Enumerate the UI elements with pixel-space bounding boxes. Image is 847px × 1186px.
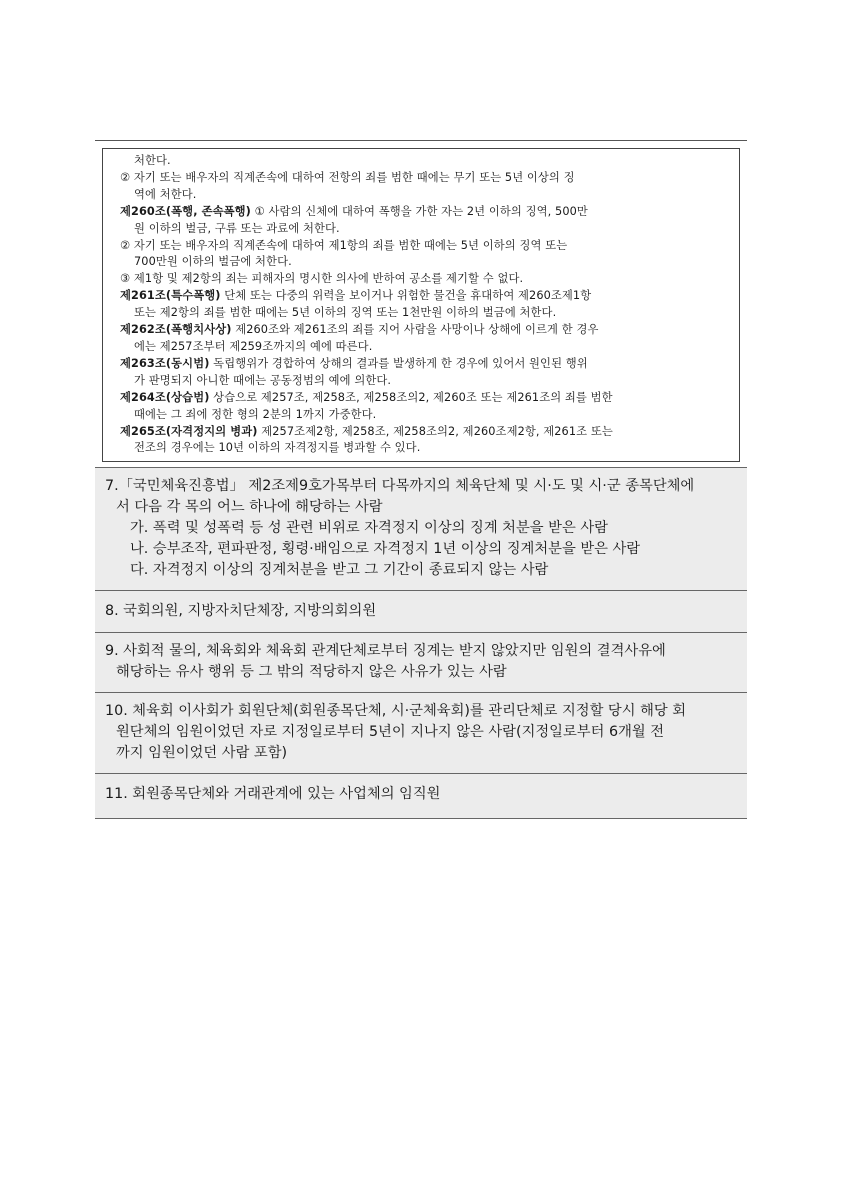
- article-262-title: 제262조(폭행치사상): [120, 323, 232, 337]
- item-10-line: 10. 체육회 이사회가 회원단체(회원종목단체, 시·군체육회)를 관리단체로 지정할 당시 해당 회: [105, 703, 687, 720]
- item-9-line: 9. 사회적 물의, 체육회와 체육회 관계단체로부터 징계는 받지 않았지만 임원의 결격사유에: [105, 643, 666, 660]
- item-11: [95, 773, 747, 819]
- article-265-title: 제265조(자격정지의 병과): [120, 424, 258, 438]
- item-7-line: 7.「국민체육진흥법」 제2조제9호가목부터 다목까지의 체육단체 및 시·도 및 시·군 종목단체에: [105, 478, 695, 495]
- item-7: [95, 467, 747, 590]
- item-8: [95, 590, 747, 632]
- article-264: [120, 390, 731, 407]
- article-263-text: 독립행위가 경합하여 상해의 결과를 발생하게 한 경우에 있어서 원인된 행위: [209, 356, 588, 370]
- article-264-text: 상습으로 제257조, 제258조, 제258조의2, 제260조 또는 제261조의 죄를 범한: [209, 390, 613, 404]
- article-260-title: 제260조(폭행, 존속폭행): [120, 204, 251, 218]
- article-261: [120, 288, 731, 305]
- item-8-line: 8. 국회의원, 지방자치단체장, 지방의회의원: [105, 603, 377, 620]
- law-line: 에는 제257조부터 제259조까지의 예에 따른다.: [134, 339, 373, 353]
- law-line: 역에 처한다.: [134, 187, 197, 201]
- item-7-subitem-b: 나. 승부조작, 편파판정, 횡령·배임으로 자격정지 1년 이상의 징계처분을 받은 사람: [130, 541, 641, 558]
- item-7-subitem-c: 다. 자격정지 이상의 징계처분을 받고 그 기간이 종료되지 않는 사람: [130, 562, 549, 579]
- article-261-text: 단체 또는 다중의 위력을 보이거나 위험한 물건을 휴대하여 제260조제1항: [220, 289, 592, 303]
- item-7-subitem-a: 가. 폭력 및 성폭력 등 성 관련 비위로 자격정지 이상의 징계 처분을 받은 사람: [130, 520, 608, 537]
- item-10-line: 까지 임원이었던 사람 포함): [116, 745, 288, 762]
- document-table: [95, 140, 747, 819]
- law-line: 또는 제2항의 죄를 범한 때에는 5년 이하의 징역 또는 1천만원 이하의 벌금에 처한다.: [134, 306, 557, 320]
- article-260: [120, 204, 731, 221]
- law-line: 700만원 이하의 벌금에 처한다.: [134, 255, 292, 269]
- law-line: 전조의 경우에는 10년 이하의 자격정지를 병과할 수 있다.: [134, 441, 421, 455]
- article-262-text: 제260조와 제261조의 죄를 지어 사람을 사망이나 상해에 이르게 한 경우: [231, 323, 599, 337]
- law-line: 원 이하의 벌금, 구류 또는 과료에 처한다.: [134, 221, 340, 235]
- item-11-line: 11. 회원종목단체와 거래관계에 있는 사업체의 임직원: [105, 786, 441, 803]
- criminal-law-excerpt-box: [102, 148, 740, 462]
- article-265-text: 제257조제2항, 제258조, 제258조의2, 제260조제2항, 제261조 또는: [257, 424, 613, 438]
- article-264-title: 제264조(상습범): [120, 390, 210, 404]
- law-line: ② 자기 또는 배우자의 직계존속에 대하여 전항의 죄를 범한 때에는 무기 또는 5년 이상의 징: [120, 170, 575, 184]
- article-265: [120, 424, 731, 441]
- item-9: [95, 632, 747, 692]
- article-262: [120, 322, 731, 339]
- article-261-title: 제261조(특수폭행): [120, 289, 221, 303]
- item-10-line: 원단체의 임원이었던 자로 지정일로부터 5년이 지나지 않은 사람(지정일로부터 6개월 전: [116, 724, 665, 741]
- item-9-line: 해당하는 유사 행위 등 그 밖의 적당하지 않은 사유가 있는 사람: [116, 664, 507, 681]
- item-10: [95, 692, 747, 773]
- article-263: [120, 356, 731, 373]
- item-7-line: 서 다음 각 목의 어느 하나에 해당하는 사람: [116, 499, 383, 516]
- law-line: ② 자기 또는 배우자의 직계존속에 대하여 제1항의 죄를 범한 때에는 5년 이하의 징역 또는: [120, 238, 568, 252]
- law-line: 처한다.: [134, 154, 171, 167]
- law-line: 가 판명되지 아니한 때에는 공동정범의 예에 의한다.: [134, 373, 392, 387]
- article-263-title: 제263조(동시범): [120, 356, 210, 370]
- article-260-text: ① 사람의 신체에 대하여 폭행을 가한 자는 2년 이하의 징역, 500만: [250, 204, 588, 218]
- law-line: ③ 제1항 및 제2항의 죄는 피해자의 명시한 의사에 반하여 공소를 제기할 수 없다.: [120, 272, 524, 286]
- law-line: 때에는 그 죄에 정한 형의 2분의 1까지 가중한다.: [134, 407, 377, 421]
